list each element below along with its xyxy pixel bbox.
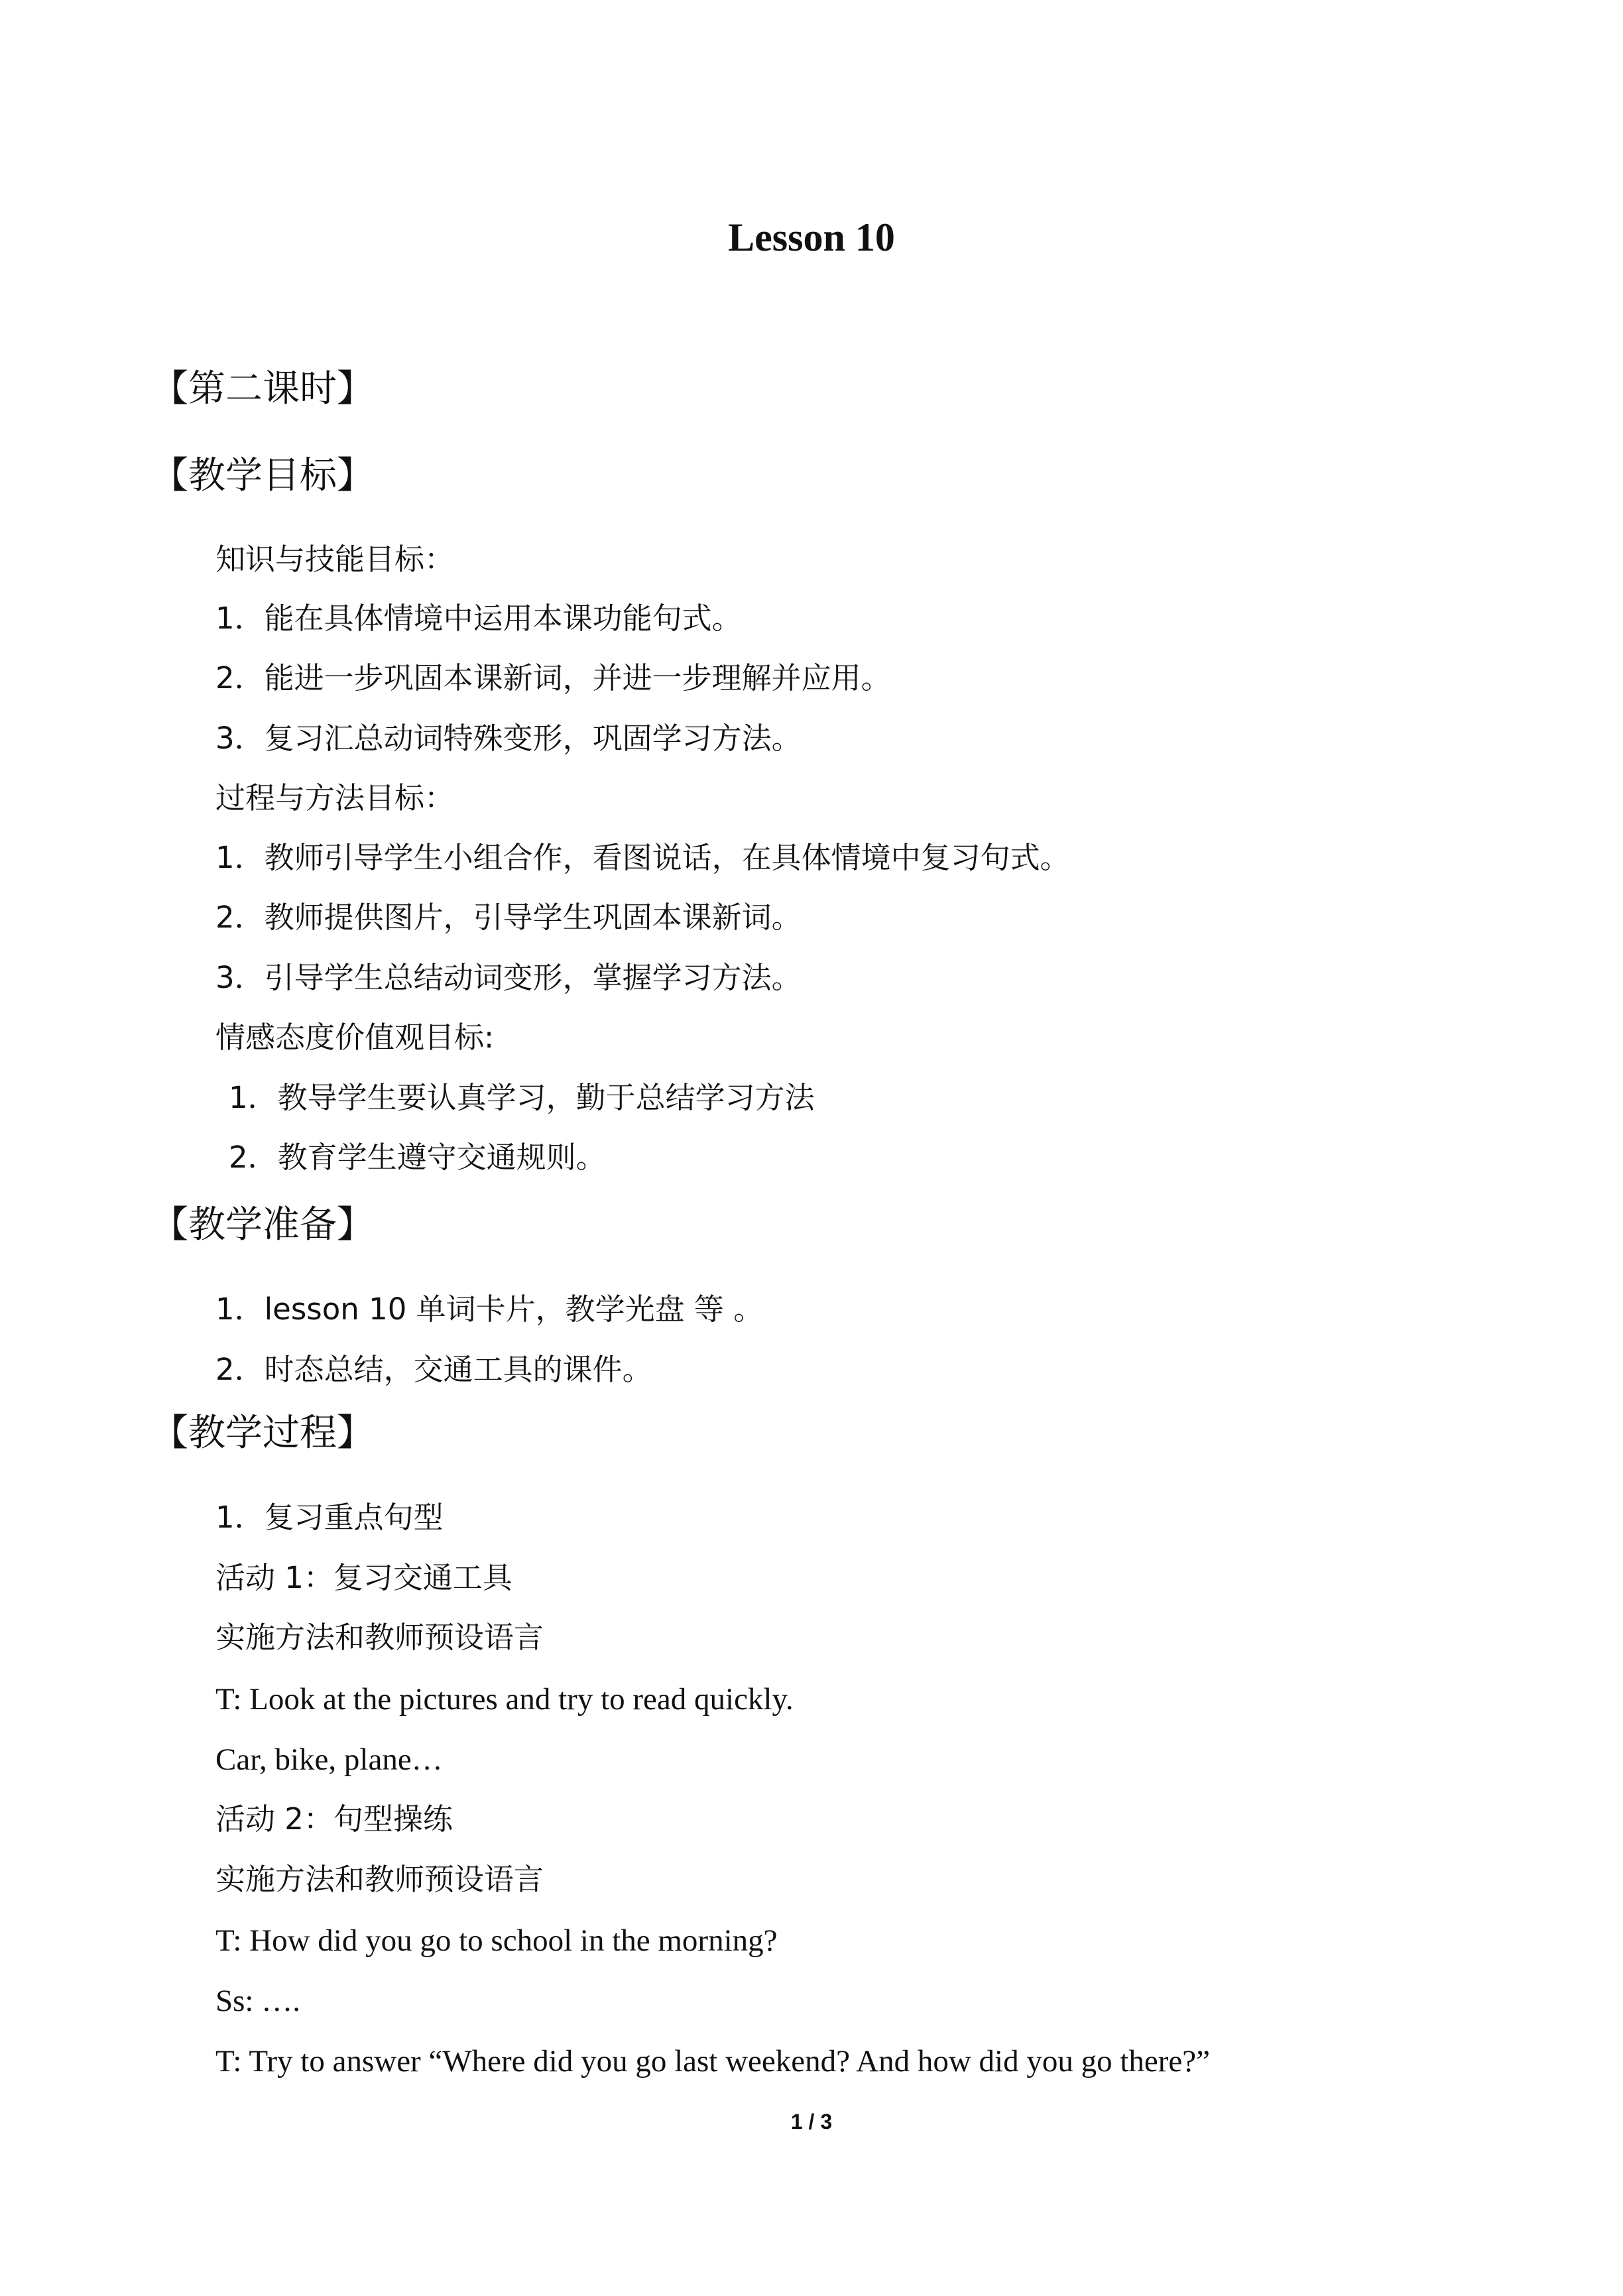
vocabulary-line: Car, bike, plane… [215, 1742, 443, 1777]
knowledge-item: 2．能进一步巩固本课新词，并进一步理解并应用。 [215, 660, 891, 695]
emotion-item: 2．教育学生遵守交通规则。 [229, 1140, 606, 1175]
preparation-item: 1．lesson 10 单词卡片，教学光盘 等 。 [215, 1292, 764, 1327]
method-item: 1．教师引导学生小组合作，看图说话，在具体情境中复习句式。 [215, 840, 1070, 875]
activity-method: 实施方法和教师预设语言 [215, 1862, 544, 1897]
section-process: 【教学过程】 [151, 1412, 374, 1455]
activity-heading: 活动 2：句型操练 [215, 1801, 453, 1837]
knowledge-item: 3．复习汇总动词特殊变形，巩固学习方法。 [215, 721, 802, 756]
students-line: Ss: …. [215, 1984, 300, 2018]
method-heading: 过程与方法目标： [215, 780, 455, 816]
page-number: 1 / 3 [790, 2110, 833, 2134]
section-period: 【第二课时】 [151, 367, 374, 410]
teacher-line: T: How did you go to school in the morning? [215, 1923, 778, 1958]
method-item: 3．引导学生总结动词变形，掌握学习方法。 [215, 960, 802, 995]
teacher-line: T: Look at the pictures and try to read quickly. [215, 1682, 794, 1717]
knowledge-heading: 知识与技能目标： [215, 542, 455, 577]
teacher-line: T: Try to answer “Where did you go last weekend? And how did you go there?” [215, 2044, 1211, 2079]
section-objectives: 【教学目标】 [151, 454, 374, 497]
method-item: 2．教师提供图片，引导学生巩固本课新词。 [215, 900, 802, 935]
emotion-heading: 情感态度价值观目标: [215, 1020, 495, 1055]
section-preparation: 【教学准备】 [151, 1203, 374, 1246]
process-step: 1．复习重点句型 [215, 1500, 444, 1535]
preparation-item: 2．时态总结，交通工具的课件。 [215, 1352, 652, 1387]
activity-method: 实施方法和教师预设语言 [215, 1620, 544, 1655]
knowledge-item: 1．能在具体情境中运用本课功能句式。 [215, 601, 742, 636]
emotion-item: 1．教导学生要认真学习，勤于总结学习方法 [229, 1080, 815, 1115]
activity-heading: 活动 1：复习交通工具 [215, 1560, 512, 1595]
page-title: Lesson 10 [728, 215, 895, 259]
